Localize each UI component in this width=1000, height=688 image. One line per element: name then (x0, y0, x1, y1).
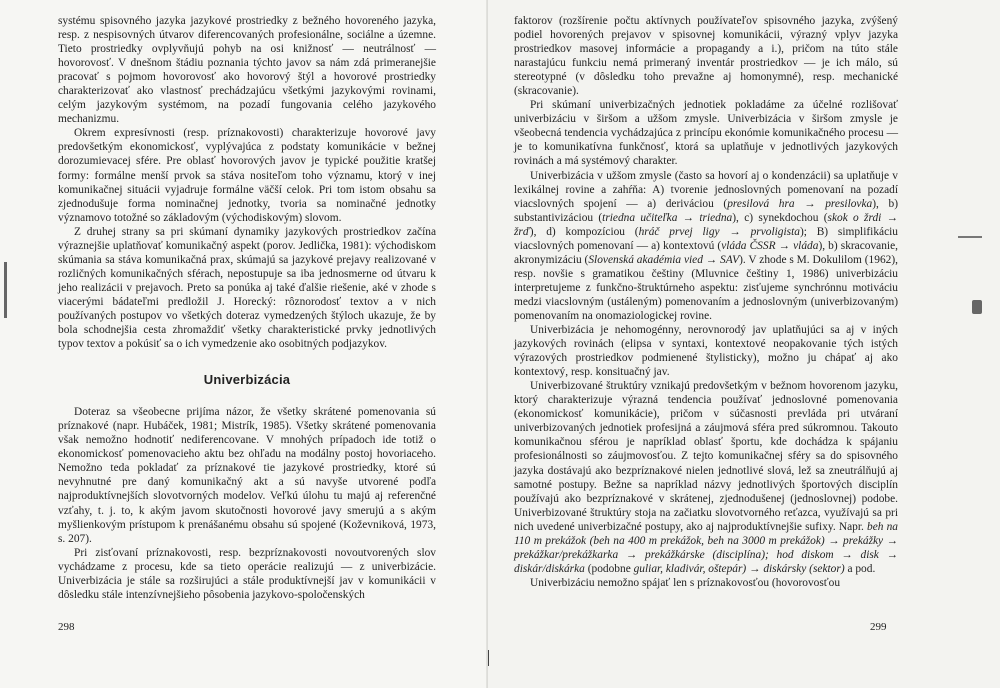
paragraph: Pri zisťovaní príznakovosti, resp. bezpríznakovosti novoutvorených slov vychádzame z procesu, kde sa tieto operácie realizujú — z univerbizácie. Univerbizácia je stále sa rozširujúci a stále produktívnejší jav v komunikácii v dôsledku stále intenzívnejšieho pôsobenia jazykovo-spoločenských (58, 546, 436, 601)
example: vláda ČSSR → vláda (721, 239, 819, 252)
text-run: a pod. (844, 562, 876, 575)
scan-mark (488, 650, 489, 666)
text-run: ). V zhode s M. Dokulilom (1962), resp. novšie s gramatikou češtiny (Mluvnice češtiny 1, 1986) univerbizáciu interpretujeme z funkčno-štruktúrneho aspektu: zisťujeme synchrónnu motiváciu medzi viacslovným (ustáleným) pomenovaním a jednoslovným (univerbizovaným) pomenovaním na onomaziologickej rovine. (514, 253, 898, 322)
paragraph: Univerbizácia je nehomogénny, nerovnorodý jav uplatňujúci sa aj v iných jazykových rovinách (elipsa v syntaxi, kontextové neopakovanie tých istých výrazových prostriedkov podmienené štylisticky), možno ju chápať aj ako kontextový, resp. konsituačný jav. (514, 324, 898, 379)
right-page (488, 0, 1000, 688)
paragraph: Z druhej strany sa pri skúmaní dynamiky jazykových prostriedkov začína výraznejšie uplatňovať komunikačný aspekt (porov. Jedlička, 1981): východiskom skúmania sa stáva komunikačná prax, skúmajú sa jazykové prejavy realizované v rozličných komunikačných sférach, nepostupuje sa iba jednosmerne od útvaru k jeho realizácii v prejavoch. Preto sa ponúka aj také ďalšie riešenie, aké v zhode s viacerými bádateľmi predložil J. Horecký: rôznorodosť textov a v nich používaných postupov vo všetkých doteraz vymedzených štýloch ukazuje, že by bola schodnejšia cesta zhromaždiť všetky charakteristické prvky jednotlivých typov textov a pokúsiť sa o ich vymedzenie ako osobitných podjazykov. (58, 225, 436, 351)
text-run: Univerbizácia v užšom zmysle (často sa hovorí aj o kondenzácii) sa uplatňuje v lexikálnej rovine a zahŕňa: A) tvorenie jednoslovných pomenovaní na pozadí viacslovných spojení — a) deriváciou ( (514, 169, 898, 210)
paragraph: Doteraz sa všeobecne prijíma názor, že všetky skrátené pomenovania sú príznakové (napr. Hubáček, 1981; Mistrík, 1985). Všetky skrátené pomenovania však nemožno hodnotiť nediferencovane. V mnohých prípadoch ide totiž o ekonomickosť pomenovacieho aktu bez ohľadu na modálny postoj hovoriaceho. Nemožno teda pokladať za príznakové tie jazykové prostriedky, ktoré sú nevyhnutné pre daný komunikačný akt a sú navyše utvorené podľa najproduktívnejších slovotvorných modelov. Veľkú úlohu tu majú aj referenčné vzťahy, t. j. to, k akým javom skutočnosti hovorové javy smerujú a s akým myšlienkovým prístupom k prenášanému obsahu sú spojené (Koževniková, 1973, s. 207). (58, 406, 436, 545)
right-text-column (514, 14, 898, 590)
scan-mark (958, 236, 982, 238)
paragraph: Univerbizáciu nemožno spájať len s príznakovosťou (hovorovosťou (530, 576, 841, 589)
paragraph: Okrem expresívnosti (resp. príznakovosti) charakterizuje hovorové javy predovšetkým ekonomickosť, vyplývajúca z podstaty komunikácie v bežnej dorozumievacej sfére. Pre oblasť hovorových javov je typické použitie kratšej formy: formálne menší prvok sa stáva nositeľom toho významu, ktorý v inej komunikačnej situácii vyjadruje formálne väčší celok. Pri tom istom obsahu sa zjednodušuje forma nominačnej jednotky, tvoria sa nominačné jednotky významovo totožné so základovým (východiskovým) slovom. (58, 127, 436, 224)
text-run: ), d) kompozíciou ( (529, 225, 639, 238)
example: guliar, kladivár, oštepár) → diskársky (sektor) (633, 562, 845, 575)
scan-mark (4, 262, 7, 318)
left-text-column (58, 14, 436, 602)
example: triedna učiteľka → triedna (602, 211, 733, 224)
paragraph: Pri skúmaní univerbizačných jednotiek pokladáme za účelné rozlišovať univerbizáciu v širšom a užšom zmysle. Univerbizácia v širšom zmysle je všeobecná tendencia vychádzajúca z princípu ekonómie komunikačného procesu — je to komunikatívna funkčnosť, ktorá sa uplatňuje v jednotlivých jazykových rovinách a má systémový charakter. (514, 99, 898, 168)
paragraph (514, 169, 898, 324)
text-run: (podobne (584, 562, 634, 575)
example: presilová hra → presilovka (727, 197, 873, 210)
paragraph: faktorov (rozšírenie počtu aktívnych používateľov spisovného jazyka, zvýšený podiel hovorených prejavov v spisovnej komunikácii, výrazný vplyv jazyka prostriedkov masovej informácie a propagandy a i.), pričom na túto stále narastajúcu funkciu nemá primeraný inventár prostriedkov — je ich málo, sú stereotypné (v dôsledku toho prevažne aj homonymné), resp. mechanické (skracovanie). (514, 15, 898, 98)
paragraph: systému spisovného jazyka jazykové prostriedky z bežného hovoreného jazyka, resp. z nespisovných útvarov diferencovaných profesionálne, sociálne a územne. Tieto prostriedky ovplyvňujú pohyb na osi knižnosť — neutrálnosť — hovorovosť. V dnešnom štádiu poznania týchto javov sa nám zdá primeranejšie pracovať s pojmom hovorovosť ako hovorový štýl a hovorové prostriedky charakterizovať ako vlastnosť prechádzajúcu všetkými jazykovými rovinami, celým jazykovým systémom, na pozadí fungovania celého jazykového mechanizmu. (58, 15, 436, 126)
section-heading: Univerbizácia (203, 372, 291, 388)
text-run: ), c) synekdochou ( (732, 211, 828, 224)
example: hráč prvej ligy → prvoligista (638, 225, 800, 238)
page-number-left: 298 (58, 621, 75, 633)
example: Slovenská akadémia vied → SAV (588, 253, 740, 266)
left-page (0, 0, 488, 688)
example: skok o žrdi → žrď (514, 211, 898, 238)
paragraph (514, 379, 898, 576)
text-run: ); B) simplifikáciu viacslovných pomenovaní — a) kontextovú ( (514, 225, 898, 252)
text-run: Univerbizované štruktúry vznikajú predovšetkým v bežnom hovorenom jazyku, ktorý charakterizuje výrazná tendencia používať jednoslovné pomenovania (ekonomickosť komunikácie), pričom v súčasnosti prevláda pri utváraní univerbizovaných jednotiek profesijná a záujmová sféra pred súkromnou. Takouto komunikačnou sférou je napríklad oblasť športu, kde dochádza k spájaniu profesionálnosti so záujmovosťou. Z tejto komunikačnej sféry sa do spisovného jazyka dostávajú ako bezpríznakové nielen jednotlivé slová, lež sa zneutrálňujú aj samotné postupy. Bežne sa napríklad názvy jednotlivých športových disciplín používajú ako bezpríznakové v skrátenej, zjednodušenej (jednoslovnej) podobe. Univerbizované štruktúry stoja na začiatku slovotvorného reťazca, využívajú sa pri nich uvedené univerbizačné postupy, ako aj najproduktívnejšie sufixy. Napr. (514, 380, 898, 533)
text-run: ), b) substantivizáciou ( (514, 197, 898, 224)
example: beh na 110 m prekážok (beh na 400 m prekážok, beh na 3000 m prekážok) → prekážky → prekážkar/prekážkarka → prekážkárske (disciplína); hod diskom → disk → diskár/diskárka (514, 520, 898, 575)
page-number-right: 299 (870, 621, 887, 633)
scan-mark (972, 300, 982, 314)
text-run: ), b) skracovanie, akronymizáciu ( (514, 239, 899, 266)
